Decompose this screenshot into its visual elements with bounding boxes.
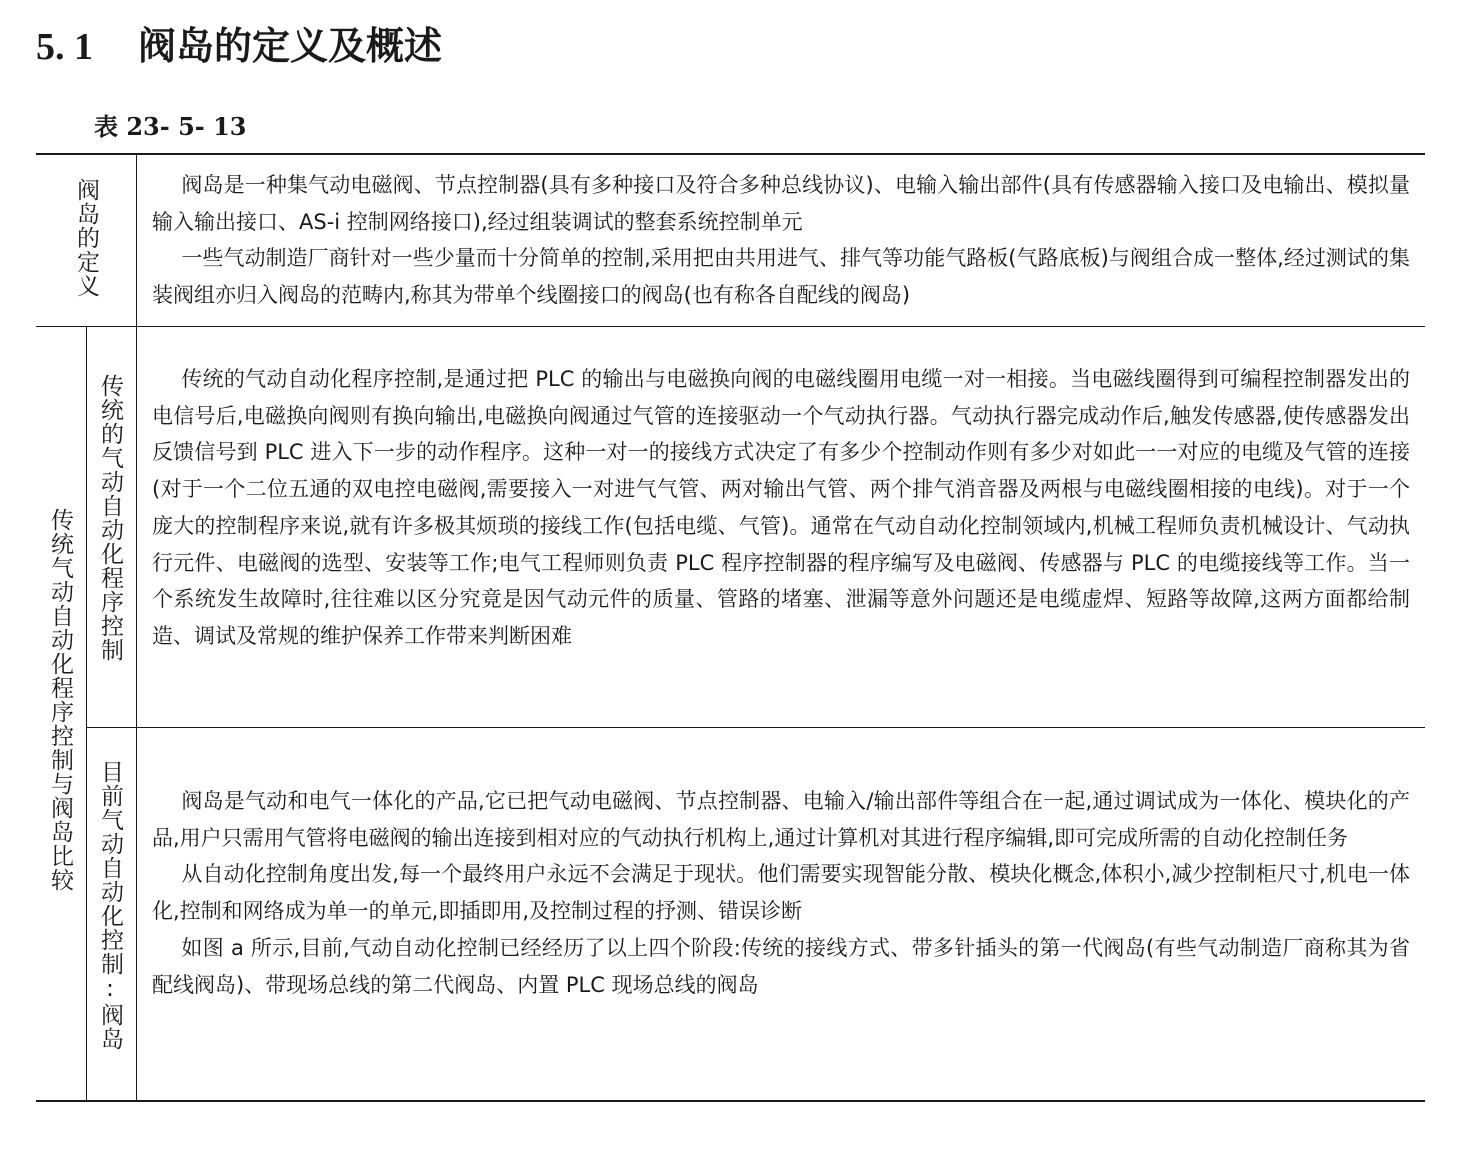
- row-label-comparison: 传统气动自动化程序控制与阀岛比较: [47, 508, 73, 892]
- section-title-text: 阀岛的定义及概述: [138, 23, 443, 68]
- definition-content: [152, 167, 1410, 314]
- definition-paragraph: 一些气动制造厂商针对一些少量而十分简单的控制,采用把由共用进气、排气等功能气路板(气路底板)与阀组合成一整体,经过测试的集装阀组亦归入阀岛的范畴内,称其为带单个线圈接口的阀岛(也有称各自配线的阀岛): [152, 246, 1410, 308]
- row-divider-definition: [36, 326, 1425, 327]
- table-top-rule: [36, 153, 1425, 155]
- row-divider-comparison: [86, 727, 1425, 728]
- current-paragraph: 从自动化控制角度出发,每一个最终用户永远不会满足于现状。他们需要实现智能分散、模块化概念,体积小,减少控制柜尺寸,机电一体化,控制和网络成为单一的单元,即插即用,及控制过程的抒测、错误诊断: [152, 862, 1410, 924]
- definition-paragraph: 阀岛是一种集气动电磁阀、节点控制器(具有多种接口及符合多种总线协议)、电输入输出部件(具有传感器输入接口及电输出、模拟量输入输出接口、AS-i 控制网络接口),经过组装调试的整套系统控制单元: [152, 173, 1410, 234]
- table-caption: 表 23- 5- 13: [94, 112, 247, 141]
- row-label-definition: 阀岛的定义: [73, 178, 99, 298]
- current-content: [152, 783, 1410, 1003]
- table-bottom-rule: [36, 1100, 1425, 1102]
- traditional-paragraph: 传统的气动自动化程序控制,是通过把 PLC 的输出与电磁换向阀的电磁线圈用电缆一对一相接。当电磁线圈得到可编程控制器发出的电信号后,电磁换向阀则有换向输出,电磁换向阀通过气管的连接驱动一个气动执行器。气动执行器完成动作后,触发传感器,使传感器发出反馈信号到 PLC 进入下一步的动作程序。这种一对一的接线方式决定了有多少个控制动作则有多少对如此一一对应的电缆及气管的连接(对于一个二位五通的双电控电磁阀,需要接入一对进气气管、两对输出气管、两个排气消音器及两根与电磁线圈相接的电线)。对于一个庞大的控制程序来说,就有许多极其烦琐的接线工作(包括电缆、气管)。通常在气动自动化控制领域内,机械工程师负责机械设计、气动执行元件、电磁阀的选型、安装等工作;电气工程师则负责 PLC 程序控制器的程序编写及电磁阀、传感器与 PLC 的电缆接线等工作。当一个系统发生故障时,往往难以区分究竟是因气动元件的质量、管路的堵塞、泄漏等意外问题还是电缆虚焊、短路等故障,这两方面都给制造、调试及常规的维护保养工作带来判断困难: [152, 367, 1410, 648]
- column-divider-subcategory: [86, 327, 87, 1100]
- section-title: [36, 18, 442, 75]
- subrow-label-current: 目前气动自动化控制:阀岛: [97, 760, 123, 1051]
- column-divider-content: [136, 155, 137, 1100]
- traditional-content: [152, 361, 1410, 655]
- subrow-label-traditional: 传统的气动自动化程序控制: [97, 374, 123, 662]
- section-number: 5. 1: [36, 26, 93, 68]
- current-paragraph: 如图 a 所示,目前,气动自动化控制已经经历了以上四个阶段:传统的接线方式、带多针插头的第一代阀岛(有些气动制造厂商称其为省配线阀岛)、带现场总线的第二代阀岛、内置 PLC 现场总线的阀岛: [152, 935, 1410, 997]
- current-paragraph: 阀岛是气动和电气一体化的产品,它已把气动电磁阀、节点控制器、电输入/输出部件等组合在一起,通过调试成为一体化、模块化的产品,用户只需用气管将电磁阀的输出连接到相对应的气动执行机构上,通过计算机对其进行程序编辑,即可完成所需的自动化控制任务: [152, 789, 1410, 850]
